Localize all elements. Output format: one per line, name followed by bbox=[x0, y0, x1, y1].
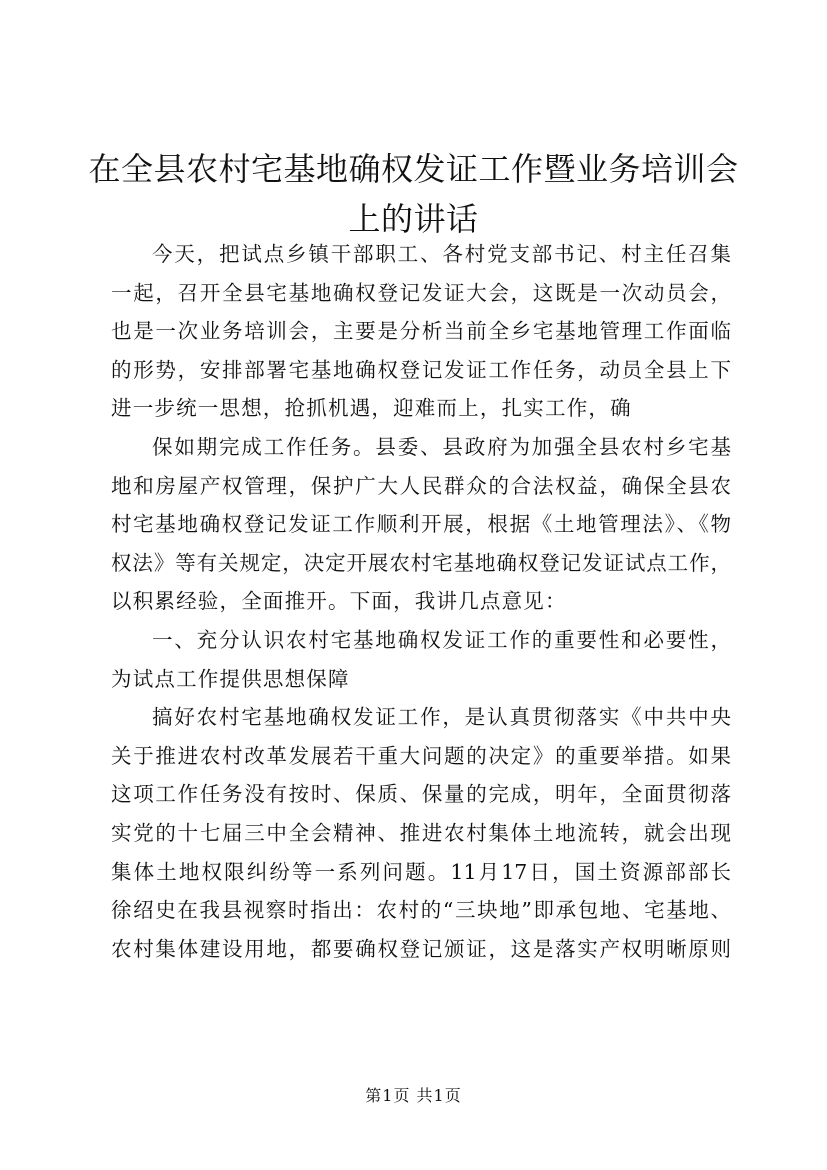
title-line-2: 上的讲话 bbox=[348, 200, 479, 238]
section-heading-line: 一、充分认识农村宅基地确权发证工作的重要性和必要性， bbox=[152, 627, 731, 652]
body-line: 徐绍史在我县视察时指出：农村的“三块地”即承包地、宅基地、 bbox=[111, 898, 731, 923]
page-number-footer: 第1页 共1页 bbox=[365, 1086, 462, 1105]
section-heading-line: 为试点工作提供思想保障 bbox=[111, 666, 350, 691]
body-line: 以积累经验，全面推开。下面，我讲几点意见： bbox=[111, 589, 567, 614]
body-line: 搞好农村宅基地确权发证工作，是认真贯彻落实《中共中央 bbox=[152, 705, 731, 730]
body-line: 一起，召开全县宅基地确权登记发证大会，这既是一次动员会， bbox=[111, 280, 731, 305]
body-line: 集体土地权限纠纷等一系列问题。11月17日，国土资源部部长 bbox=[111, 859, 731, 884]
body-line: 今天，把试点乡镇干部职工、各村党支部书记、村主任召集 bbox=[152, 242, 731, 266]
body-line: 的形势，安排部署宅基地确权登记发证工作任务，动员全县上下 bbox=[111, 357, 731, 382]
body-line: 地和房屋产权管理，保护广大人民群众的合法权益，确保全县农 bbox=[111, 473, 731, 498]
body-line: 村宅基地确权登记发证工作顺利开展，根据《土地管理法》、《物 bbox=[111, 512, 731, 537]
body-line: 保如期完成工作任务。县委、县政府为加强全县农村乡宅基 bbox=[152, 434, 731, 459]
body-line: 关于推进农村改革发展若干重大问题的决定》的重要举措。如果 bbox=[111, 743, 731, 768]
title-line-1: 在全县农村宅基地确权发证工作暨业务培训会 bbox=[88, 150, 739, 188]
document-title bbox=[80, 144, 747, 244]
body-line: 也是一次业务培训会，主要是分析当前全乡宅基地管理工作面临 bbox=[111, 319, 731, 344]
body-line: 进一步统一思想，抢抓机遇，迎难而上，扎实工作，确 bbox=[111, 396, 632, 421]
body-line: 这项工作任务没有按时、保质、保量的完成，明年，全面贯彻落 bbox=[111, 782, 731, 807]
body-line: 实党的十七届三中全会精神、推进农村集体土地流转，就会出现 bbox=[111, 820, 731, 845]
document-body bbox=[111, 235, 731, 968]
body-line: 权法》等有关规定，决定开展农村宅基地确权登记发证试点工作， bbox=[111, 550, 731, 575]
body-line: 农村集体建设用地，都要确权登记颁证，这是落实产权明晰原则 bbox=[111, 936, 731, 961]
